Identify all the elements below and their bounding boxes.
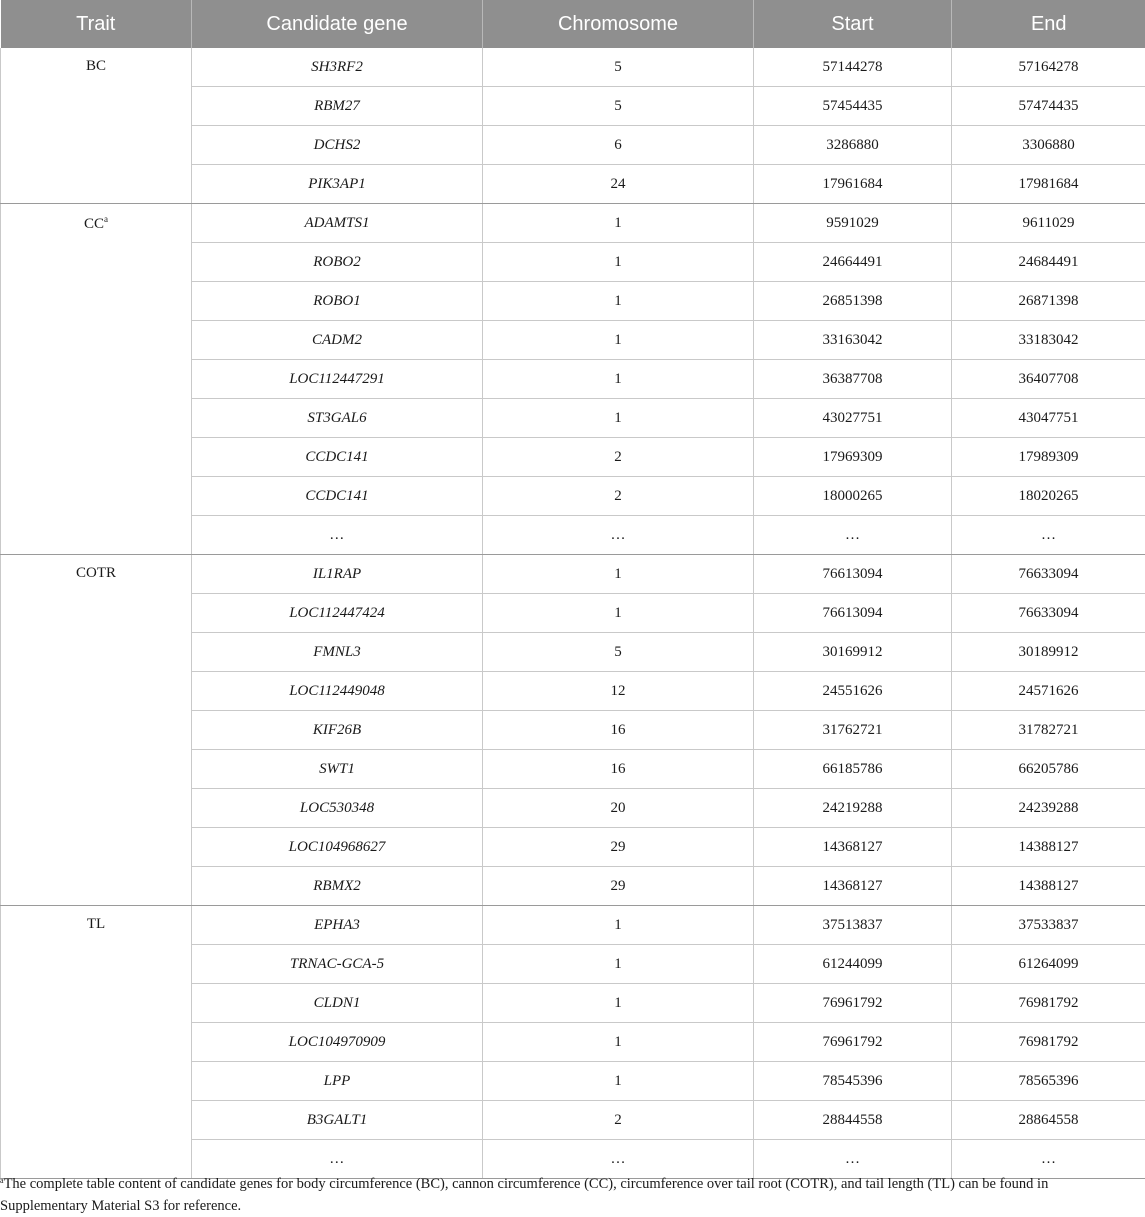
start-cell: 14368127 — [754, 867, 952, 906]
candidate-gene-cell: FMNL3 — [192, 633, 483, 672]
candidate-gene-cell: LOC530348 — [192, 789, 483, 828]
end-cell: 18020265 — [952, 477, 1145, 516]
end-cell: 43047751 — [952, 399, 1145, 438]
candidate-gene-cell: SWT1 — [192, 750, 483, 789]
candidate-gene-cell: … — [192, 516, 483, 555]
candidate-gene-cell: SH3RF2 — [192, 48, 483, 87]
candidate-gene-cell: ADAMTS1 — [192, 204, 483, 243]
start-cell: 17969309 — [754, 438, 952, 477]
start-cell: 17961684 — [754, 165, 952, 204]
candidate-gene-cell: LOC104970909 — [192, 1023, 483, 1062]
trait-label: BC — [86, 58, 106, 74]
candidate-gene-cell: EPHA3 — [192, 906, 483, 945]
header-chromosome: Chromosome — [483, 0, 754, 48]
chromosome-cell: 1 — [483, 282, 754, 321]
chromosome-cell: 5 — [483, 87, 754, 126]
candidate-gene-cell: B3GALT1 — [192, 1101, 483, 1140]
start-cell: 3286880 — [754, 126, 952, 165]
trait-footnote-marker: a — [104, 214, 108, 224]
end-cell: 57164278 — [952, 48, 1145, 87]
candidate-gene-cell: LPP — [192, 1062, 483, 1101]
start-cell: 78545396 — [754, 1062, 952, 1101]
start-cell: 76961792 — [754, 984, 952, 1023]
chromosome-cell: 2 — [483, 438, 754, 477]
end-cell: 78565396 — [952, 1062, 1145, 1101]
start-cell: 61244099 — [754, 945, 952, 984]
start-cell: 24551626 — [754, 672, 952, 711]
chromosome-cell: 1 — [483, 906, 754, 945]
end-cell: 24239288 — [952, 789, 1145, 828]
end-cell: 57474435 — [952, 87, 1145, 126]
start-cell: … — [754, 516, 952, 555]
chromosome-cell: 1 — [483, 555, 754, 594]
chromosome-cell: 1 — [483, 360, 754, 399]
end-cell: 33183042 — [952, 321, 1145, 360]
candidate-gene-cell: ST3GAL6 — [192, 399, 483, 438]
candidate-gene-cell: KIF26B — [192, 711, 483, 750]
candidate-gene-cell: LOC112447291 — [192, 360, 483, 399]
end-cell: 17989309 — [952, 438, 1145, 477]
header-start: Start — [754, 0, 952, 48]
chromosome-cell: 1 — [483, 1062, 754, 1101]
end-cell: 76981792 — [952, 984, 1145, 1023]
start-cell: 33163042 — [754, 321, 952, 360]
candidate-gene-cell: CLDN1 — [192, 984, 483, 1023]
header-trait: Trait — [1, 0, 192, 48]
start-cell: 24219288 — [754, 789, 952, 828]
chromosome-cell: … — [483, 516, 754, 555]
candidate-gene-cell: IL1RAP — [192, 555, 483, 594]
chromosome-cell: 29 — [483, 828, 754, 867]
trait-cell — [1, 555, 192, 906]
candidate-gene-cell: … — [192, 1140, 483, 1179]
chromosome-cell: 6 — [483, 126, 754, 165]
end-cell: 76981792 — [952, 1023, 1145, 1062]
start-cell: 66185786 — [754, 750, 952, 789]
start-cell: 76613094 — [754, 555, 952, 594]
end-cell: 37533837 — [952, 906, 1145, 945]
end-cell: 14388127 — [952, 867, 1145, 906]
start-cell: … — [754, 1140, 952, 1179]
chromosome-cell: 1 — [483, 984, 754, 1023]
candidate-gene-cell: ROBO1 — [192, 282, 483, 321]
end-cell: 61264099 — [952, 945, 1145, 984]
trait-cell — [1, 906, 192, 1179]
chromosome-cell: 1 — [483, 321, 754, 360]
candidate-gene-cell: ROBO2 — [192, 243, 483, 282]
end-cell: … — [952, 516, 1145, 555]
end-cell: 24684491 — [952, 243, 1145, 282]
end-cell: 28864558 — [952, 1101, 1145, 1140]
start-cell: 28844558 — [754, 1101, 952, 1140]
candidate-gene-cell: RBMX2 — [192, 867, 483, 906]
end-cell: 31782721 — [952, 711, 1145, 750]
chromosome-cell: 1 — [483, 204, 754, 243]
end-cell: 24571626 — [952, 672, 1145, 711]
start-cell: 76961792 — [754, 1023, 952, 1062]
candidate-gene-cell: CCDC141 — [192, 477, 483, 516]
end-cell: 17981684 — [952, 165, 1145, 204]
candidate-gene-cell: TRNAC-GCA-5 — [192, 945, 483, 984]
start-cell: 43027751 — [754, 399, 952, 438]
start-cell: 14368127 — [754, 828, 952, 867]
chromosome-cell: 1 — [483, 243, 754, 282]
candidate-gene-cell: PIK3AP1 — [192, 165, 483, 204]
trait-label: CC — [84, 216, 104, 232]
end-cell: 36407708 — [952, 360, 1145, 399]
end-cell: 14388127 — [952, 828, 1145, 867]
chromosome-cell: 5 — [483, 633, 754, 672]
start-cell: 18000265 — [754, 477, 952, 516]
chromosome-cell: 2 — [483, 1101, 754, 1140]
chromosome-cell: … — [483, 1140, 754, 1179]
end-cell: 26871398 — [952, 282, 1145, 321]
table-row — [1, 204, 1145, 243]
trait-cell — [1, 204, 192, 555]
table-row — [1, 555, 1145, 594]
header-candidate-gene: Candidate gene — [192, 0, 483, 48]
candidate-gene-cell: CCDC141 — [192, 438, 483, 477]
end-cell: 66205786 — [952, 750, 1145, 789]
table-row — [1, 906, 1145, 945]
candidate-gene-cell: LOC112447424 — [192, 594, 483, 633]
start-cell: 30169912 — [754, 633, 952, 672]
chromosome-cell: 1 — [483, 945, 754, 984]
end-cell: 3306880 — [952, 126, 1145, 165]
start-cell: 36387708 — [754, 360, 952, 399]
start-cell: 31762721 — [754, 711, 952, 750]
footnote-marker: a — [0, 1176, 4, 1185]
start-cell: 26851398 — [754, 282, 952, 321]
chromosome-cell: 1 — [483, 1023, 754, 1062]
candidate-gene-cell: DCHS2 — [192, 126, 483, 165]
chromosome-cell: 16 — [483, 711, 754, 750]
chromosome-cell: 12 — [483, 672, 754, 711]
candidate-gene-cell: LOC112449048 — [192, 672, 483, 711]
end-cell: 30189912 — [952, 633, 1145, 672]
start-cell: 37513837 — [754, 906, 952, 945]
end-cell: 9611029 — [952, 204, 1145, 243]
table-header — [1, 0, 1145, 48]
footnote-text: The complete table content of candidate genes for body circumference (BC), cannon circumference (CC), circumference over tail root (COTR), and tail length (TL) can be found in Supplementary Material S3 for reference. — [0, 1176, 1048, 1214]
candidate-gene-cell: CADM2 — [192, 321, 483, 360]
start-cell: 57454435 — [754, 87, 952, 126]
candidate-gene-cell: RBM27 — [192, 87, 483, 126]
chromosome-cell: 2 — [483, 477, 754, 516]
end-cell: 76633094 — [952, 594, 1145, 633]
table-row — [1, 48, 1145, 87]
trait-label: COTR — [76, 565, 116, 581]
start-cell: 76613094 — [754, 594, 952, 633]
start-cell: 24664491 — [754, 243, 952, 282]
chromosome-cell: 20 — [483, 789, 754, 828]
chromosome-cell: 1 — [483, 594, 754, 633]
header-row — [1, 0, 1145, 48]
end-cell: … — [952, 1140, 1145, 1179]
chromosome-cell: 29 — [483, 867, 754, 906]
table-body — [1, 48, 1145, 1179]
chromosome-cell: 1 — [483, 399, 754, 438]
trait-label: TL — [87, 916, 105, 932]
candidate-gene-cell: LOC104968627 — [192, 828, 483, 867]
start-cell: 57144278 — [754, 48, 952, 87]
end-cell: 76633094 — [952, 555, 1145, 594]
trait-cell — [1, 48, 192, 204]
start-cell: 9591029 — [754, 204, 952, 243]
chromosome-cell: 24 — [483, 165, 754, 204]
chromosome-cell: 5 — [483, 48, 754, 87]
header-end: End — [952, 0, 1145, 48]
chromosome-cell: 16 — [483, 750, 754, 789]
